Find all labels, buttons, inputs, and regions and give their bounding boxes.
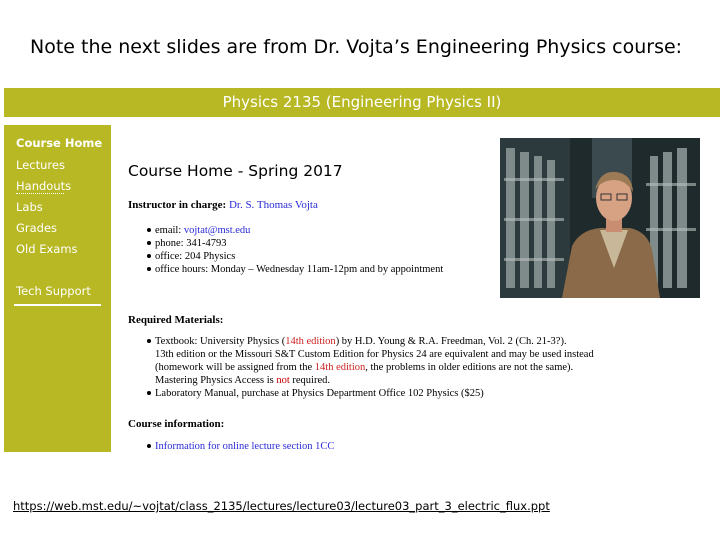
sidebar [4,125,111,452]
sidebar-item-tech-support[interactable]: Tech Support [16,284,91,298]
sidebar-item-lectures[interactable]: Lectures [16,158,65,172]
materials-list [128,335,594,400]
sidebar-item-old-exams[interactable]: Old Exams [16,242,78,256]
slide-title: Note the next slides are from Dr. Vojta’s Engineering Physics course: [30,36,683,58]
sidebar-item-handouts[interactable]: Handouts [16,179,72,193]
instructor-photo-image [500,138,700,298]
page-heading: Course Home - Spring 2017 [128,162,343,180]
textbook-edition-link[interactable]: 14th edition [285,336,336,347]
sidebar-divider [14,304,101,306]
contact-list [128,224,443,276]
textbook-prefix: Textbook: University Physics ( [155,336,286,347]
sidebar-item-grades[interactable]: Grades [16,221,58,235]
list-item: office: 204 Physics [128,250,443,263]
online-section-link[interactable]: Information for online lecture section 1CC [155,441,335,452]
list-item [128,224,443,237]
textbook-line3-suffix: , the problems in older editions are not the same). [365,362,574,373]
instructor-photo [500,138,700,298]
list-item [128,440,334,452]
instructor-label: Instructor in charge: [128,199,227,211]
mastering-prefix: Mastering Physics Access is [155,375,277,386]
instructor-line [128,199,318,211]
website-screenshot [4,88,720,452]
source-url-link[interactable]: https://web.mst.edu/~vojtat/class_2135/lectures/lecture03/lecture03_part_3_electric_flux.ppt [13,499,550,513]
email-link[interactable]: vojtat@mst.edu [183,225,251,236]
textbook-suffix: ) by H.D. Young & R.A. Freedman, Vol. 2 (Ch. 21-3?). [335,336,567,347]
list-item-continuation [128,361,594,374]
course-information-label: Course information: [128,418,225,430]
list-item-continuation [128,374,594,387]
textbook-line3-link[interactable]: 14th edition [314,362,366,373]
site-banner: Physics 2135 (Engineering Physics II) [4,88,720,117]
list-item [128,335,594,348]
instructor-link[interactable]: Dr. S. Thomas Vojta [228,199,318,211]
list-item-continuation [128,348,594,361]
sidebar-item-labs[interactable]: Labs [16,200,43,214]
course-info-list [128,440,334,452]
required-materials-label: Required Materials: [128,314,224,326]
textbook-line2: 13th edition or the Missouri S&T Custom Edition for Physics 24 are equivalent and may be used instead [155,349,594,360]
mastering-not: not [276,375,290,386]
email-label: email: [155,225,184,236]
list-item: phone: 341-4793 [128,237,443,250]
list-item: office hours: Monday – Wednesday 11am-12pm and by appointment [128,263,443,276]
textbook-line3-prefix: (homework will be assigned from the [155,362,315,373]
mastering-suffix: required. [289,375,330,386]
sidebar-item-course-home[interactable]: Course Home [16,136,103,150]
list-item: Laboratory Manual, purchase at Physics Department Office 102 Physics ($25) [128,387,594,400]
